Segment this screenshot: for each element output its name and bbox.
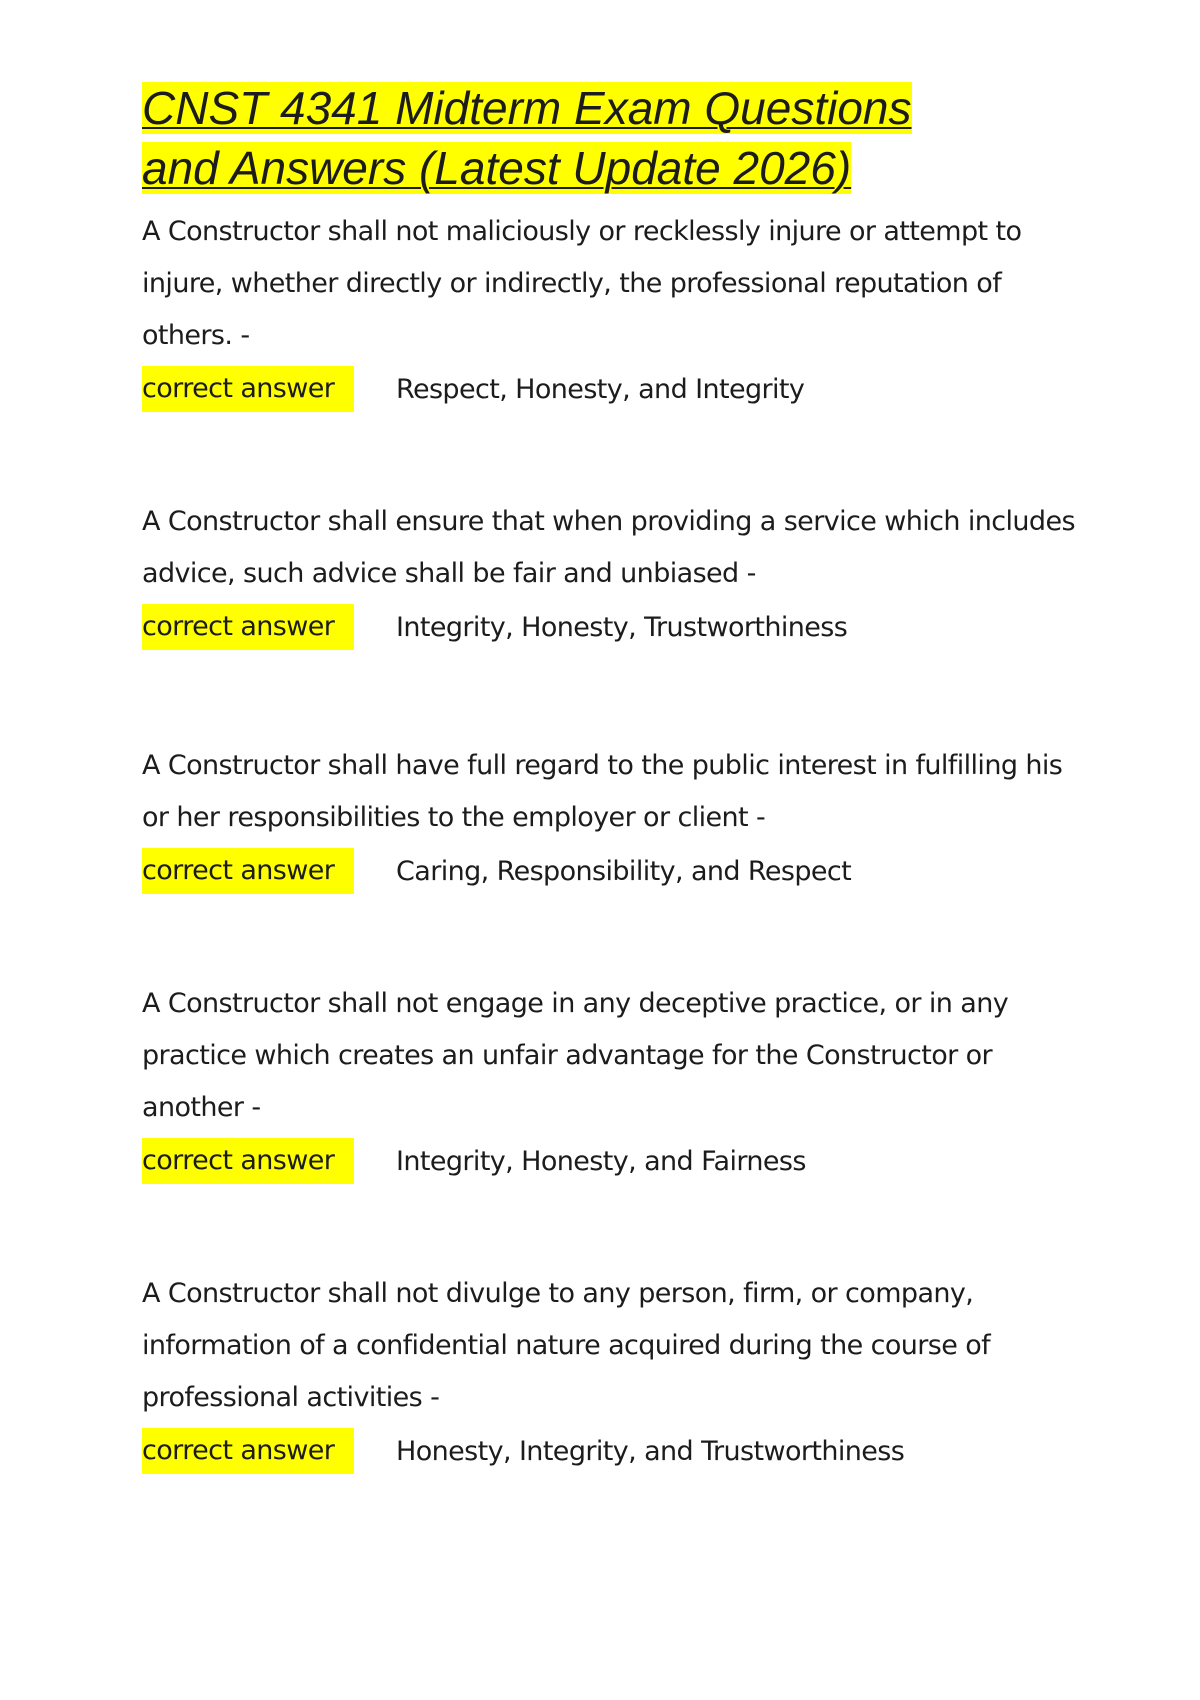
answer-row <box>142 600 1082 654</box>
correct-answer-label: correct answer <box>142 1428 354 1474</box>
correct-answer-label: correct answer <box>142 848 354 894</box>
correct-answer-label: correct answer <box>142 1138 354 1184</box>
answer-row <box>142 844 1082 898</box>
answer-text: Respect, Honesty, and Integrity <box>396 373 805 405</box>
qa-item <box>142 496 1082 654</box>
question-text: A Constructor shall not maliciously or recklessly injure or attempt to injure, whether directly or indirectly, the professional reputation of others. - <box>142 216 1022 351</box>
document-title <box>142 78 1082 198</box>
qa-item <box>142 206 1082 416</box>
answer-text: Integrity, Honesty, and Fairness <box>396 1145 806 1177</box>
qa-item <box>142 978 1082 1188</box>
answer-row <box>142 1424 1082 1478</box>
document-page <box>142 78 1082 1478</box>
title-line-2: and Answers (Latest Update 2026) <box>142 142 852 194</box>
qa-item <box>142 740 1082 898</box>
qa-item <box>142 1268 1082 1478</box>
question-text: A Constructor shall not engage in any deceptive practice, or in any practice which creates an unfair advantage for the Constructor or another - <box>142 988 1009 1123</box>
correct-answer-label: correct answer <box>142 604 354 650</box>
answer-text: Caring, Responsibility, and Respect <box>396 855 852 887</box>
answer-row <box>142 362 1082 416</box>
correct-answer-label: correct answer <box>142 366 354 412</box>
question-text: A Constructor shall have full regard to the public interest in fulfilling his or her responsibilities to the employer or client - <box>142 750 1063 833</box>
answer-text: Honesty, Integrity, and Trustworthiness <box>396 1435 905 1467</box>
title-line-1: CNST 4341 Midterm Exam Questions <box>142 82 912 134</box>
question-text: A Constructor shall ensure that when providing a service which includes advice, such advice shall be fair and unbiased - <box>142 506 1075 589</box>
question-text: A Constructor shall not divulge to any person, firm, or company, information of a confidential nature acquired during the course of professional activities - <box>142 1278 991 1413</box>
answer-text: Integrity, Honesty, Trustworthiness <box>396 611 848 643</box>
answer-row <box>142 1134 1082 1188</box>
